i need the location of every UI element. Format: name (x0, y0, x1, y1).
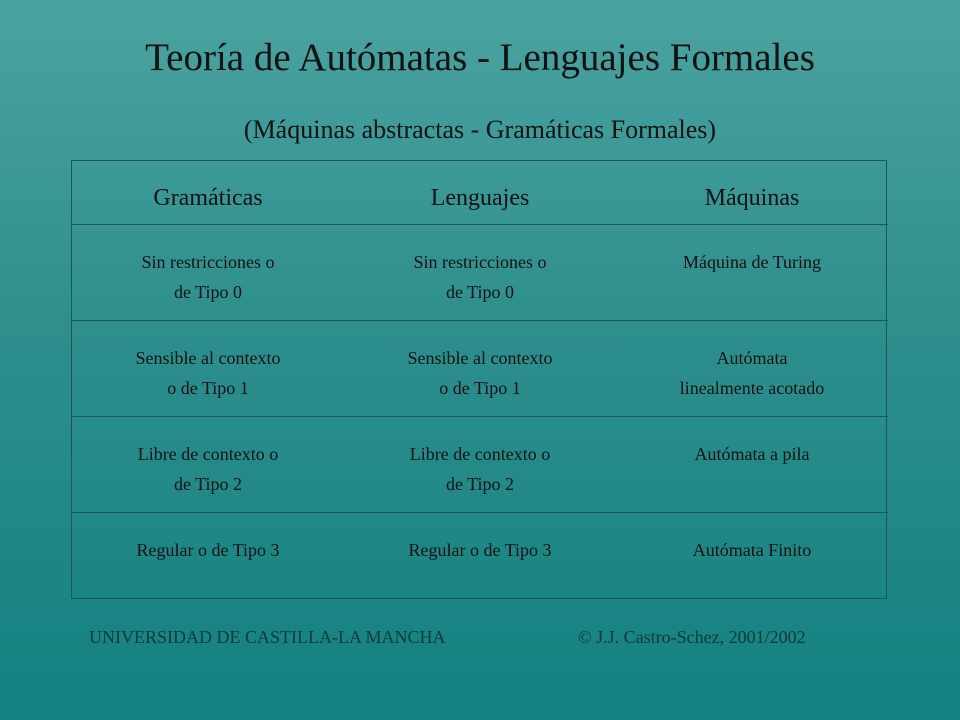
cell-machine-type3: Autómata Finito (692, 540, 812, 560)
cell-machine-type1: Autómata linealmente acotado (616, 321, 888, 417)
slide-subtitle: (Máquinas abstractas - Gramáticas Formales) (243, 115, 717, 144)
cell-grammar-type0: Sin restricciones o de Tipo 0 (72, 225, 344, 321)
cell-language-type1: Sensible al contexto o de Tipo 1 (344, 321, 616, 417)
cell-language-type2: Libre de contexto o de Tipo 2 (344, 417, 616, 513)
header-gramaticas: Gramáticas (72, 161, 344, 225)
header-lenguajes: Lenguajes (344, 161, 616, 225)
cell-language-type0: Sin restricciones o de Tipo 0 (344, 225, 616, 321)
cell-language-type3: Regular o de Tipo 3 (408, 540, 552, 560)
cell-machine-type2: Autómata a pila (616, 417, 888, 513)
footer-institution: UNIVERSIDAD DE CASTILLA-LA MANCHA (89, 627, 446, 647)
header-maquinas: Máquinas (616, 161, 888, 225)
cell-grammar-type2: Libre de contexto o de Tipo 2 (72, 417, 344, 513)
cell-grammar-type3: Regular o de Tipo 3 (136, 540, 280, 560)
chomsky-hierarchy-table (71, 160, 887, 599)
footer-copyright: © J.J. Castro-Schez, 2001/2002 (578, 627, 806, 647)
cell-machine-type0: Máquina de Turing (616, 225, 888, 321)
slide-title: Teoría de Autómatas - Lenguajes Formales (145, 36, 815, 79)
cell-grammar-type1: Sensible al contexto o de Tipo 1 (72, 321, 344, 417)
